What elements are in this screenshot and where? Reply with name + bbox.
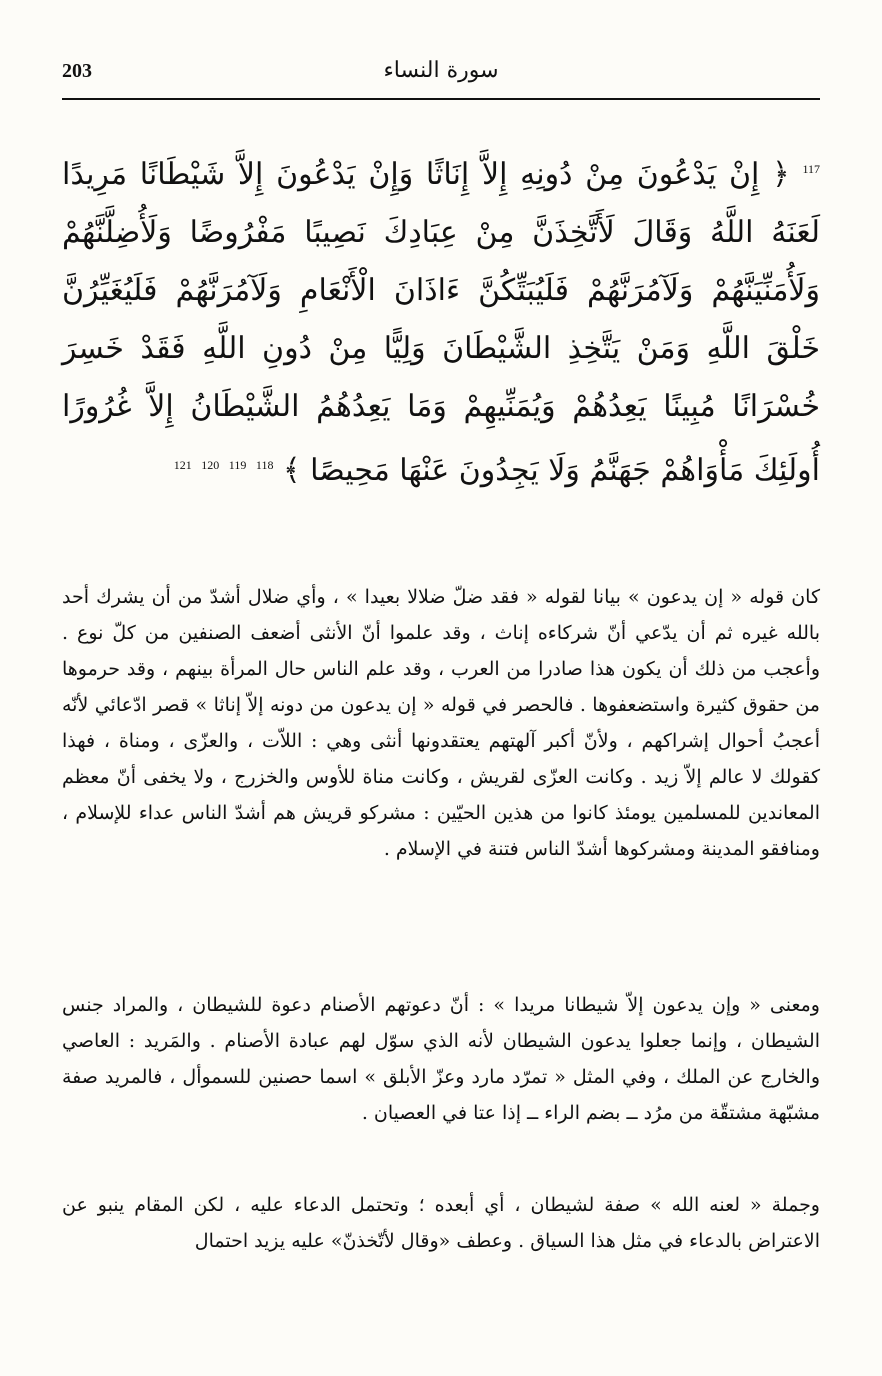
quran-text: ﴿ إِنْ يَدْعُونَ مِنْ دُونِهِ إِلاَّ إِنَاثًا وَإِنْ يَدْعُونَ إِلاَّ شَيْطَانًا مَرِيدًا لَعَنَهُ اللَّهُ وَقَالَ لَأَتَّخِذَنَّ مِنْ عِبَادِكَ نَصِيبًا مَفْرُوضًا وَلَأُضِلَّنَّهُمْ وَلَأُمَنِّيَنَّهُمْ وَلَآمُرَنَّهُمْ فَلَيُبَتِّكُنَّ ءَاذَانَ الْأَنْعَامِ وَلَآمُرَنَّهُمْ فَلَيُغَيِّرُنَّ خَلْقَ اللَّهِ وَمَنْ يَتَّخِذِ الشَّيْطَانَ وَلِيًّا مِنْ دُونِ اللَّهِ فَقَدْ خَسِرَ خُسْرَانًا مُبِينًا يَعِدُهُمْ وَيُمَنِّيهِمْ وَمَا يَعِدُهُمُ الشَّيْطَانُ إِلاَّ غُرُورًا أُولَئِكَ مَأْوَاهُمْ جَهَنَّمُ وَلَا يَجِدُونَ عَنْهَا مَحِيصًا ﴾ [62,157,820,488]
quran-verses [62,140,820,500]
commentary-paragraph-1: كان قوله « إن يدعون » بيانا لقوله « فقد ضلّ ضلالا بعيدا » ، وأي ضلال أشدّ من أن يشرك أحد بالله غيره ثم أن يدّعي أنّ شركاءه إناث ، وقد علموا أنّ الأنثى أضعف الصنفين من كلّ نوع . وأعجب من ذلك أن يكون هذا صادرا من العرب ، وقد علم الناس حال المرأة بينهم ، وقد حرموها من حقوق كثيرة واستضعفوها . فالحصر في قوله « إن يدعون من دونه إلاّ إناثا » قصر ادّعائي لأنّه أعجبُ أحوال إشراكهم ، ولأنّ أكبر آلهتهم يعتقدونها أنثى وهي : اللاّت ، والعزّى ، ومناة ، فهذا كقولك لا عالم إلاّ زيد . وكانت العزّى لقريش ، وكانت مناة للأوس والخزرج ، ولا يخفى أنّ معظم المعاندين للمسلمين يومئذ كانوا من هذين الحيّين : مشركو قريش هم أشدّ الناس عداء للإسلام ، ومنافقو المدينة ومشركوها أشدّ الناس فتنة في الإسلام . [62,586,820,860]
verse-number-120: 120 [201,458,220,472]
page-header [62,58,820,100]
page-number: 203 [62,60,92,82]
surah-title: سورة النساء [383,58,499,83]
commentary-paragraph-3: وجملة « لعنه الله » صفة لشيطان ، أي أبعده ؛ وتحتمل الدعاء عليه ، لكن المقام ينبو عن الاعتراض بالدعاء في مثل هذا السياق . وعطف «وقال لأتّخذنّ» عليه يزيد احتمال [62,1194,820,1252]
verse-number-121: 121 [173,458,192,472]
commentary-paragraph-2: ومعنى « وإن يدعون إلاّ شيطانا مريدا » : أنّ دعوتهم الأصنام دعوة للشيطان ، والمراد جنس الشيطان ، وإنما جعلوا يدعون الشيطان لأنه الذي سوّل لهم عبادة الأصنام . والمَريد : العاصي والخارج عن الملك ، وفي المثل « تمرّد مارد وعزّ الأبلق » اسما حصنين للسموأل ، فالمريد صفة مشبّهة مشتقّة من مرُد ــ بضم الراء ــ إذا عتا في العصيان . [62,994,820,1124]
verse-number-119: 119 [228,458,247,472]
verse-number-117: 117 [802,162,820,176]
verse-number-118: 118 [255,458,274,472]
